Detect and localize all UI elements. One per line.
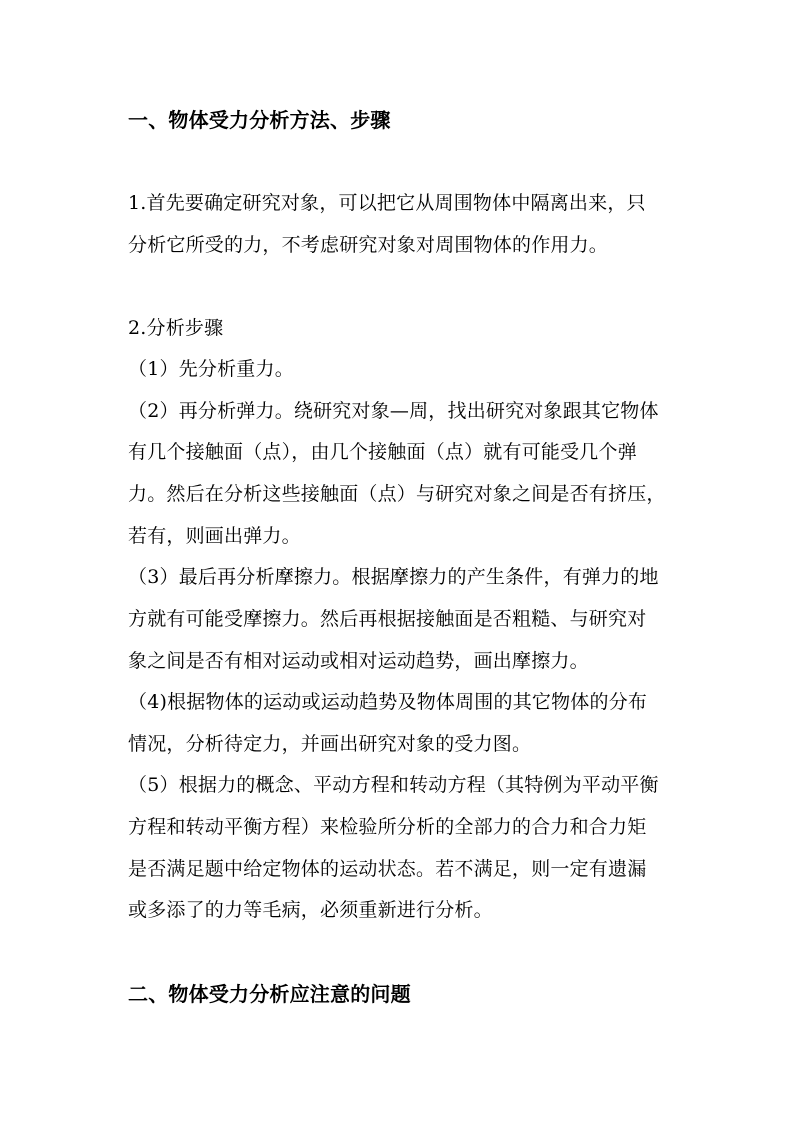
paragraph-line: （1）先分析重力。	[128, 358, 294, 380]
paragraph-line: （5）根据力的概念、平动方程和转动方程（其特例为平动平衡	[128, 774, 659, 796]
paragraph-line: 有几个接触面（点），由几个接触面（点）就有可能受几个弹	[128, 441, 637, 463]
section-heading-1: 一、物体受力分析方法、步骤	[128, 108, 391, 132]
paragraph-line: 象之间是否有相对运动或相对运动趋势，画出摩擦力。	[128, 650, 589, 672]
item-2-title: 2.分析步骤	[128, 317, 224, 339]
paragraph-line: （4)根据物体的运动或运动趋势及物体周围的其它物体的分布	[128, 691, 648, 713]
paragraph-line: 方程和转动平衡方程）来检验所分析的全部力的合力和合力矩	[128, 816, 647, 838]
paragraph-line: 或多添了的力等毛病，必须重新进行分析。	[128, 899, 493, 921]
paragraph-line: 是否满足题中给定物体的运动状态。若不满足，则一定有遗漏	[128, 858, 647, 880]
paragraph-line: 方就有可能受摩擦力。然后再根据接触面是否粗糙、与研究对	[128, 608, 647, 630]
paragraph-line: 力。然后在分析这些接触面（点）与研究对象之间是否有挤压，	[128, 483, 666, 505]
paragraph-line: （3）最后再分析摩擦力。根据摩擦力的产生条件，有弹力的地	[128, 566, 659, 588]
paragraph-line: （2）再分析弹力。绕研究对象—周，找出研究对象跟其它物体	[128, 400, 659, 422]
paragraph-line: 情况，分析待定力，并画出研究对象的受力图。	[128, 733, 532, 755]
paragraph-line: 1.首先要确定研究对象，可以把它从周围物体中隔离出来，只	[128, 192, 646, 214]
paragraph-line: 分析它所受的力，不考虑研究对象对周围物体的作用力。	[128, 234, 609, 256]
paragraph-line: 若有，则画出弹力。	[128, 525, 301, 547]
section-heading-2: 二、物体受力分析应注意的问题	[128, 982, 411, 1006]
